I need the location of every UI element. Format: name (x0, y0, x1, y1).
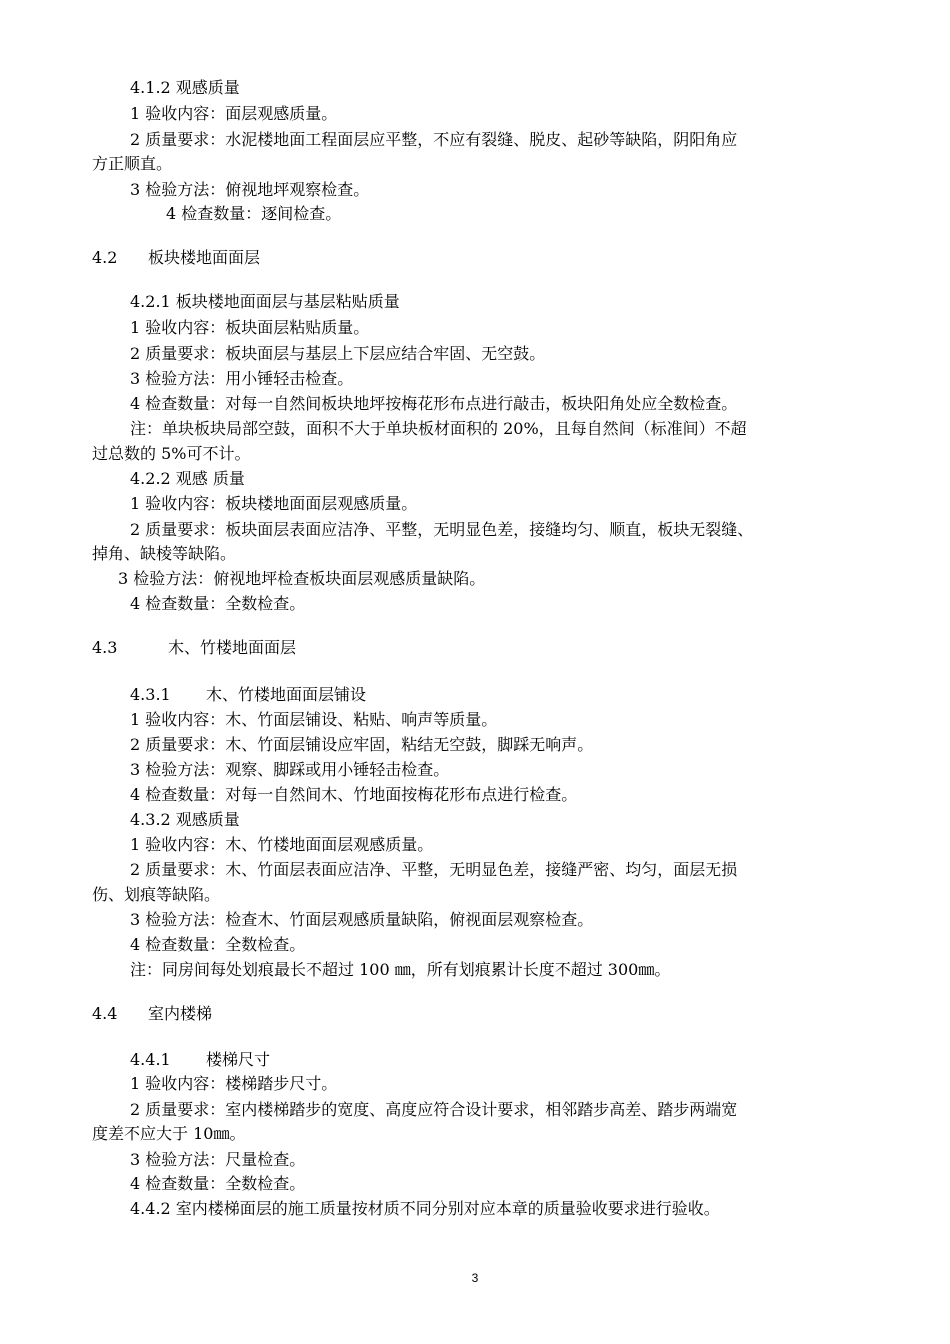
text-line: 4 检查数量：对每一自然间木、竹地面按梅花形布点进行检查。 (130, 785, 578, 804)
text-line: 2 质量要求：板块面层与基层上下层应结合牢固、无空鼓。 (130, 344, 546, 363)
subsection-number-4-4-1: 4.4.1 (130, 1050, 171, 1069)
subsection-heading-4-2-2: 4.2.2 观感 质量 (130, 469, 245, 488)
note-line: 注：同房间每处划痕最长不超过 100 ㎜，所有划痕累计长度不超过 300㎜。 (130, 960, 671, 979)
text-line: 4 检查数量：全数检查。 (130, 1174, 306, 1193)
text-line: 2 质量要求：水泥楼地面工程面层应平整，不应有裂缝、脱皮、起砂等缺陷，阴阳角应 (130, 130, 738, 149)
text-line: 4 检查数量：全数检查。 (130, 935, 306, 954)
text-line: 1 验收内容：板块楼地面面层观感质量。 (130, 494, 418, 513)
text-line: 3 检验方法：俯视地坪检查板块面层观感质量缺陷。 (118, 569, 486, 588)
text-line: 3 检验方法：观察、脚踩或用小锤轻击检查。 (130, 760, 450, 779)
text-line: 3 检验方法：检查木、竹面层观感质量缺陷，俯视面层观察检查。 (130, 910, 594, 929)
text-line: 4 检查数量：全数检查。 (130, 594, 306, 613)
text-line: 1 验收内容：面层观感质量。 (130, 104, 338, 123)
text-line: 掉角、缺棱等缺陷。 (92, 544, 237, 563)
section-title-4-4: 室内楼梯 (148, 1004, 213, 1023)
note-line: 注：单块板块局部空鼓，面积不大于单块板材面积的 20%，且每自然间（标准间）不超 (130, 419, 747, 438)
subsection-heading-4-2-1: 4.2.1 板块楼地面面层与基层粘贴质量 (130, 292, 400, 311)
text-line: 伤、划痕等缺陷。 (92, 885, 221, 904)
subsection-heading-4-3-2: 4.3.2 观感质量 (130, 810, 240, 829)
text-line: 1 验收内容：木、竹面层铺设、粘贴、响声等质量。 (130, 710, 498, 729)
text-line: 3 检验方法：俯视地坪观察检查。 (130, 180, 370, 199)
subsection-number-4-3-1: 4.3.1 (130, 685, 171, 704)
subsection-title-4-3-1: 木、竹楼地面面层铺设 (206, 685, 367, 704)
section-title-4-2: 板块楼地面面层 (148, 248, 261, 267)
section-number-4-4: 4.4 (92, 1004, 118, 1023)
text-line: 2 质量要求：室内楼梯踏步的宽度、高度应符合设计要求，相邻踏步高差、踏步两端宽 (130, 1100, 738, 1119)
text-line: 方正顺直。 (92, 154, 173, 173)
text-line: 2 质量要求：板块面层表面应洁净、平整，无明显色差，接缝均匀、顺直，板块无裂缝、 (130, 520, 754, 539)
text-line: 1 验收内容：楼梯踏步尺寸。 (130, 1074, 338, 1093)
text-line: 度差不应大于 10㎜。 (92, 1124, 246, 1143)
subsection-heading-4-1-2: 4.1.2 观感质量 (130, 78, 240, 97)
subsection-title-4-4-1: 楼梯尺寸 (206, 1050, 271, 1069)
text-line: 3 检验方法：用小锤轻击检查。 (130, 369, 354, 388)
text-line: 1 验收内容：板块面层粘贴质量。 (130, 318, 370, 337)
text-line: 1 验收内容：木、竹楼地面面层观感质量。 (130, 835, 434, 854)
text-line: 3 检验方法：尺量检查。 (130, 1150, 306, 1169)
section-title-4-3: 木、竹楼地面面层 (168, 638, 297, 657)
text-line: 4 检查数量：逐间检查。 (166, 204, 342, 223)
section-number-4-2: 4.2 (92, 248, 118, 267)
subsection-heading-4-4-2: 4.4.2 室内楼梯面层的施工质量按材质不同分别对应本章的质量验收要求进行验收。 (130, 1199, 720, 1218)
text-line: 2 质量要求：木、竹面层表面应洁净、平整，无明显色差，接缝严密、均匀，面层无损 (130, 860, 738, 879)
note-line: 过总数的 5%可不计。 (92, 444, 251, 463)
section-number-4-3: 4.3 (92, 638, 118, 657)
text-line: 4 检查数量：对每一自然间板块地坪按梅花形布点进行敲击，板块阳角处应全数检查。 (130, 394, 738, 413)
text-line: 2 质量要求：木、竹面层铺设应牢固，粘结无空鼓，脚踩无响声。 (130, 735, 594, 754)
page-number: 3 (471, 1271, 479, 1285)
